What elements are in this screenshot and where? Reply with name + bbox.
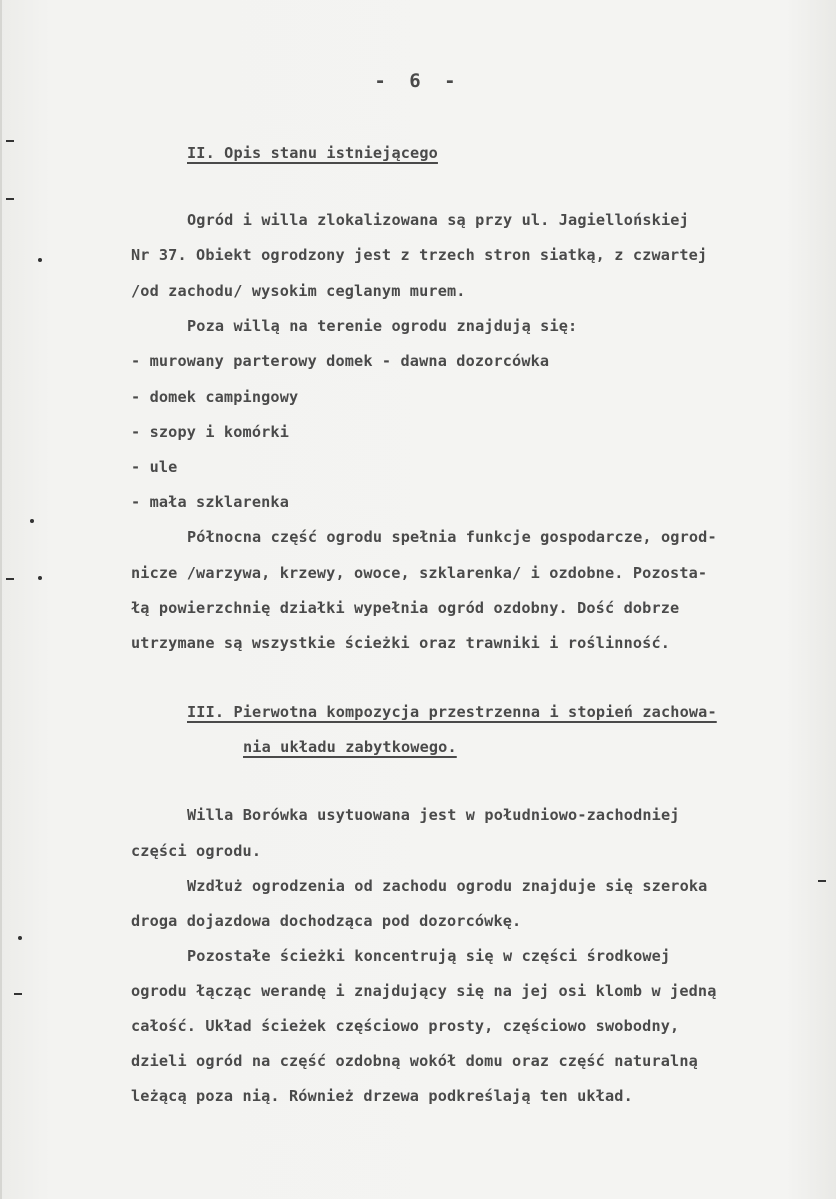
- list-item: - mała szklarenka: [131, 493, 289, 511]
- scan-mark: [18, 936, 22, 940]
- scan-mark: [38, 258, 42, 262]
- list-item: - szopy i komórki: [131, 423, 289, 441]
- text-line: Nr 37. Obiekt ogrodzony jest z trzech stron siatką, z czwartej: [131, 246, 708, 264]
- scan-mark: [6, 198, 14, 200]
- text-line: Pozostałe ścieżki koncentrują się w części środkowej: [187, 947, 671, 965]
- text-line: części ogrodu.: [131, 842, 262, 860]
- list-item: - domek campingowy: [131, 388, 299, 406]
- text-line: ogrodu łącząc werandę i znajdujący się na jej osi klomb w jedną: [131, 982, 717, 1000]
- text-line: dzieli ogród na część ozdobną wokół domu oraz część naturalną: [131, 1052, 698, 1070]
- section-3-heading: III. Pierwotna kompozycja przestrzenna i stopień zachowa-: [187, 703, 717, 721]
- scan-mark: [6, 578, 14, 580]
- text-line: Północna część ogrodu spełnia funkcje gospodarcze, ogrod-: [187, 528, 717, 546]
- page-number: - 6 -: [374, 70, 462, 92]
- text-line: łą powierzchnię działki wypełnia ogród ozdobny. Dość dobrze: [131, 599, 680, 617]
- section-2-heading: II. Opis stanu istniejącego: [187, 144, 438, 162]
- text-line: Willa Borówka usytuowana jest w południowo-zachodniej: [187, 806, 680, 824]
- section-3-heading-cont: nia układu zabytkowego.: [243, 738, 457, 756]
- list-item: - murowany parterowy domek - dawna dozorcówka: [131, 352, 550, 370]
- scan-mark: [30, 519, 34, 523]
- text-line: nicze /warzywa, krzewy, owoce, szklarenka/ i ozdobne. Pozosta-: [131, 564, 708, 582]
- text-line: Wzdłuż ogrodzenia od zachodu ogrodu znajduje się szeroka: [187, 877, 708, 895]
- text-line: Ogród i willa zlokalizowana są przy ul. Jagiellońskiej: [187, 211, 689, 229]
- scan-mark: [6, 140, 14, 142]
- text-line: leżącą poza nią. Również drzewa podkreślają ten układ.: [131, 1087, 633, 1105]
- text-line: /od zachodu/ wysokim ceglanym murem.: [131, 282, 466, 300]
- scan-mark: [818, 880, 826, 882]
- list-intro: Poza willą na terenie ogrodu znajdują się:: [187, 317, 578, 335]
- scan-mark: [14, 993, 22, 995]
- text-line: całość. Układ ścieżek częściowo prosty, częściowo swobodny,: [131, 1017, 680, 1035]
- text-line: utrzymane są wszystkie ścieżki oraz trawniki i roślinność.: [131, 634, 671, 652]
- list-item: - ule: [131, 458, 178, 476]
- text-line: droga dojazdowa dochodząca pod dozorcówkę.: [131, 912, 522, 930]
- scan-mark: [38, 576, 42, 580]
